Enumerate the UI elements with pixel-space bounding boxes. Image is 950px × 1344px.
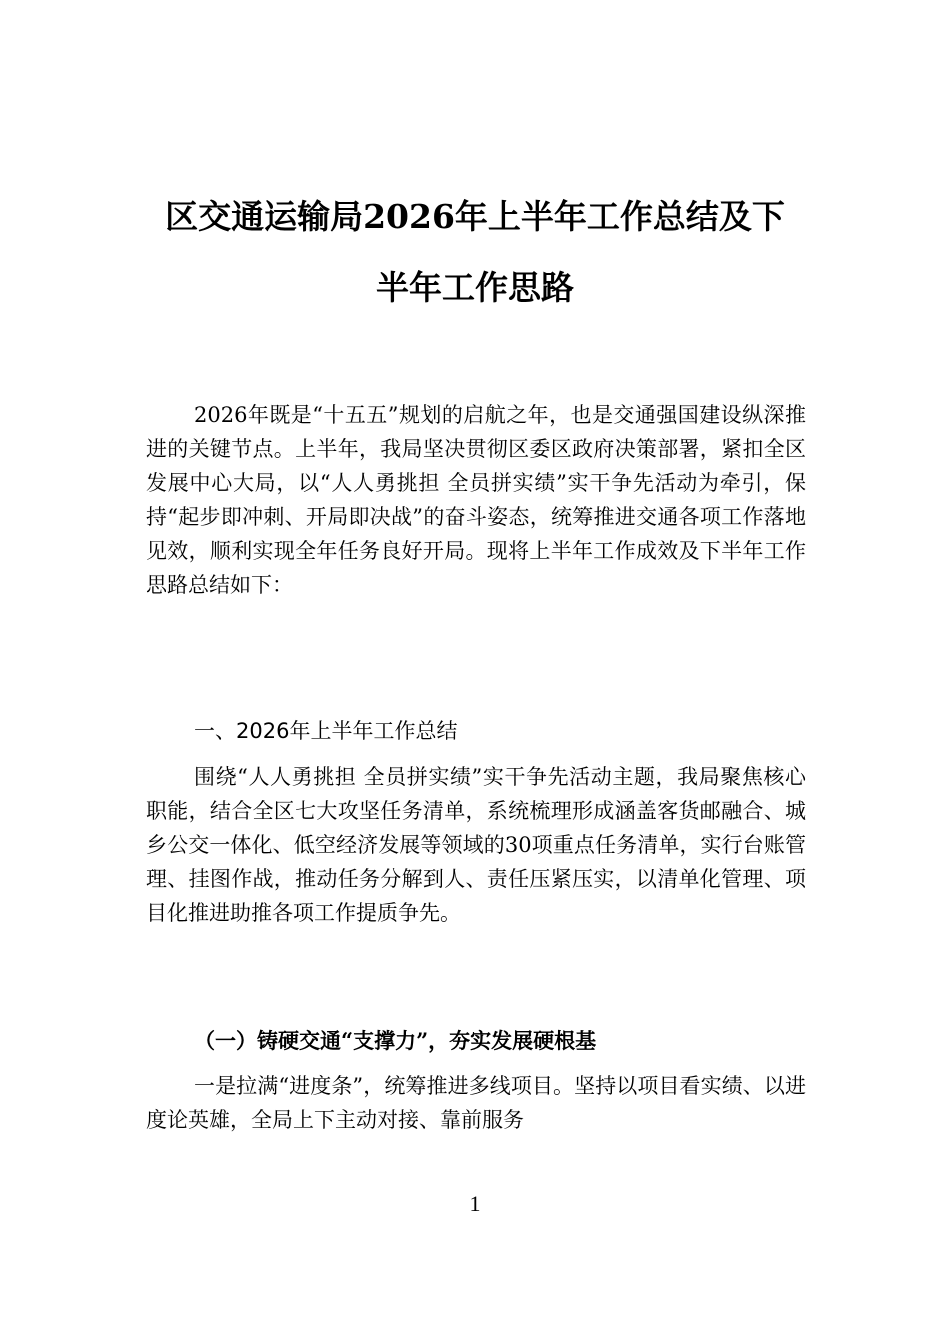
document-title-line-1: 区交通运输局2026年上半年工作总结及下 <box>165 197 785 236</box>
page-number: 1 <box>469 1191 481 1216</box>
subsection-paragraph: 一是拉满“进度条”，统筹推进多线项目。坚持以项目看实绩、以进度论英雄，全局上下主动对接、靠前服务 <box>146 1074 806 1132</box>
document-title-line-2: 半年工作思路 <box>376 268 574 307</box>
section-heading: 一、2026年上半年工作总结 <box>194 719 458 743</box>
subsection-heading: （一）铸硬交通“支撑力”，夯实发展硬根基 <box>194 1028 597 1053</box>
intro-paragraph: 2026年既是“十五五”规划的启航之年，也是交通强国建设纵深推进的关键节点。上半年，我局坚决贯彻区委区政府决策部署，紧扣全区发展中心大局，以“人人勇挑担 全员拼实绩”实干争先活动为牵引，保持“起步即冲刺、开局即决战”的奋斗姿态，统筹推进交通各项工作落地见效，顺利实现全年任务良好开局。现将上半年工作成效及下半年工作思路总结如下： <box>146 403 806 597</box>
section-paragraph: 围绕“人人勇挑担 全员拼实绩”实干争先活动主题，我局聚焦核心职能，结合全区七大攻坚任务清单，系统梳理形成涵盖客货邮融合、城乡公交一体化、低空经济发展等领域的30项重点任务清单，实行台账管理、挂图作战，推动任务分解到人、责任压紧压实，以清单化管理、项目化推进助推各项工作提质争先。 <box>146 765 806 925</box>
